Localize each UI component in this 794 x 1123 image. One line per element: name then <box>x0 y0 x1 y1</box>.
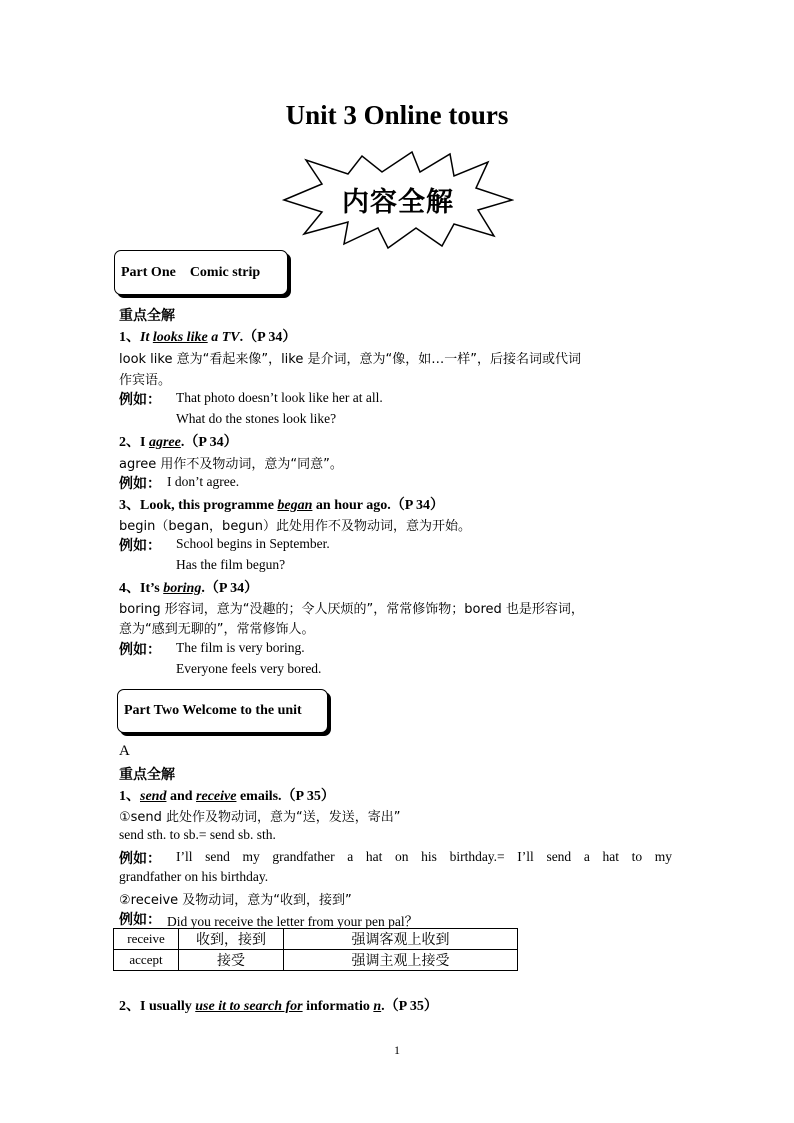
page-ref: .（P 34） <box>239 330 297 345</box>
explanation-line: agree 用作不及物动词，意为“同意”。 <box>119 457 343 472</box>
explanation-line: ①send 此处作及物动词，意为“送，发送，寄出” <box>119 810 401 825</box>
heading-text: informatio <box>302 999 374 1014</box>
badge-text: 内容全解 <box>342 187 454 218</box>
page-ref: .（P 34） <box>180 435 238 450</box>
heading-text: It <box>140 330 153 345</box>
item-number: 2、 <box>119 435 140 450</box>
explanation-line: ②receive 及物动词，意为“收到，接到” <box>119 893 352 908</box>
item-heading <box>119 785 335 805</box>
explanation-line: 意为“感到无聊的”，常常修饰人。 <box>119 622 315 637</box>
section-box-part-two <box>117 689 328 733</box>
item-heading <box>119 494 444 514</box>
key-points-heading: 重点全解 <box>119 308 175 324</box>
explanation-line: look like 意为“看起来像”，like 是介词，意为“像，如…一样”，后接名词或代词 <box>119 352 581 367</box>
table-cell: accept <box>114 950 179 971</box>
example-sentence: Did you receive the letter from your pen pal？ <box>167 914 419 929</box>
explanation-line: boring 形容词，意为“没趣的；令人厌烦的”，常常修饰物；bored 也是形容词， <box>119 602 584 617</box>
key-phrase: began <box>277 498 313 513</box>
table-cell: 收到，接到 <box>179 929 284 950</box>
heading-text: It’s <box>140 581 164 596</box>
table-cell: 强调主观上接受 <box>284 950 518 971</box>
comparison-table <box>113 928 518 971</box>
table-cell: receive <box>114 929 179 950</box>
section-label: Part One Comic strip <box>121 264 261 280</box>
page-number: 1 <box>394 1043 400 1057</box>
heading-text: I usually <box>140 999 196 1014</box>
item-number: 1、 <box>119 789 140 804</box>
example-sentence: Everyone feels very bored. <box>176 661 322 676</box>
table-row <box>114 929 518 950</box>
example-sentence: I’ll send my grandfather a hat on his birthday.= I’ll send a hat to my <box>176 849 672 864</box>
page-ref: .（P 34） <box>201 581 259 596</box>
example-sentence: grandfather on his birthday. <box>119 869 269 884</box>
example-sentence: What do the stones look like? <box>176 411 337 426</box>
example-label: 例如： <box>119 476 161 492</box>
example-sentence: The film is very boring. <box>176 640 305 655</box>
item-number: 1、 <box>119 330 140 345</box>
item-number: 2、 <box>119 999 140 1014</box>
heading-text: a TV <box>207 330 240 345</box>
heading-text: emails.（P 35） <box>236 789 335 804</box>
key-points-heading: 重点全解 <box>119 767 175 783</box>
item-heading <box>119 995 438 1015</box>
example-sentence: I don’t agree. <box>167 474 240 489</box>
subsection-letter: A <box>119 743 130 759</box>
example-label: 例如： <box>119 538 161 554</box>
explanation-line: 作宾语。 <box>119 373 172 388</box>
example-label: 例如： <box>119 912 161 928</box>
section-label: Part Two Welcome to the unit <box>124 703 302 718</box>
key-phrase: use it to search for <box>195 999 303 1014</box>
example-label: 例如： <box>119 642 161 658</box>
heading-text: I <box>140 435 149 450</box>
item-number: 4、 <box>119 581 140 596</box>
item-number: 3、 <box>119 498 140 513</box>
section-box-part-one <box>114 250 288 295</box>
key-phrase: receive <box>196 789 237 804</box>
key-phrase: looks like <box>152 330 208 345</box>
table-cell: 强调客观上收到 <box>284 929 518 950</box>
key-phrase: boring <box>163 581 202 596</box>
table-row <box>114 950 518 971</box>
key-phrase: n <box>373 999 382 1014</box>
item-heading <box>119 326 296 346</box>
heading-text: and <box>166 789 197 804</box>
example-label: 例如： <box>119 851 161 867</box>
document-title: Unit 3 Online tours <box>285 100 509 130</box>
example-label: 例如： <box>119 392 161 408</box>
item-heading <box>119 577 258 597</box>
page-ref: .（P 35） <box>381 999 438 1014</box>
table-cell: 接受 <box>179 950 284 971</box>
key-phrase: agree <box>148 435 181 450</box>
explanation-line: send sth. to sb.= send sb. sth. <box>119 827 276 842</box>
explanation-line: begin（began，begun）此处用作不及物动词，意为开始。 <box>119 519 472 534</box>
example-sentence: School begins in September. <box>176 536 330 551</box>
heading-text: Look, this programme <box>140 498 278 513</box>
example-sentence: That photo doesn’t look like her at all. <box>176 390 383 405</box>
example-sentence: Has the film begun? <box>176 557 286 572</box>
item-heading <box>119 431 238 451</box>
heading-text: an hour ago.（P 34） <box>312 498 445 513</box>
key-phrase: send <box>140 789 167 804</box>
